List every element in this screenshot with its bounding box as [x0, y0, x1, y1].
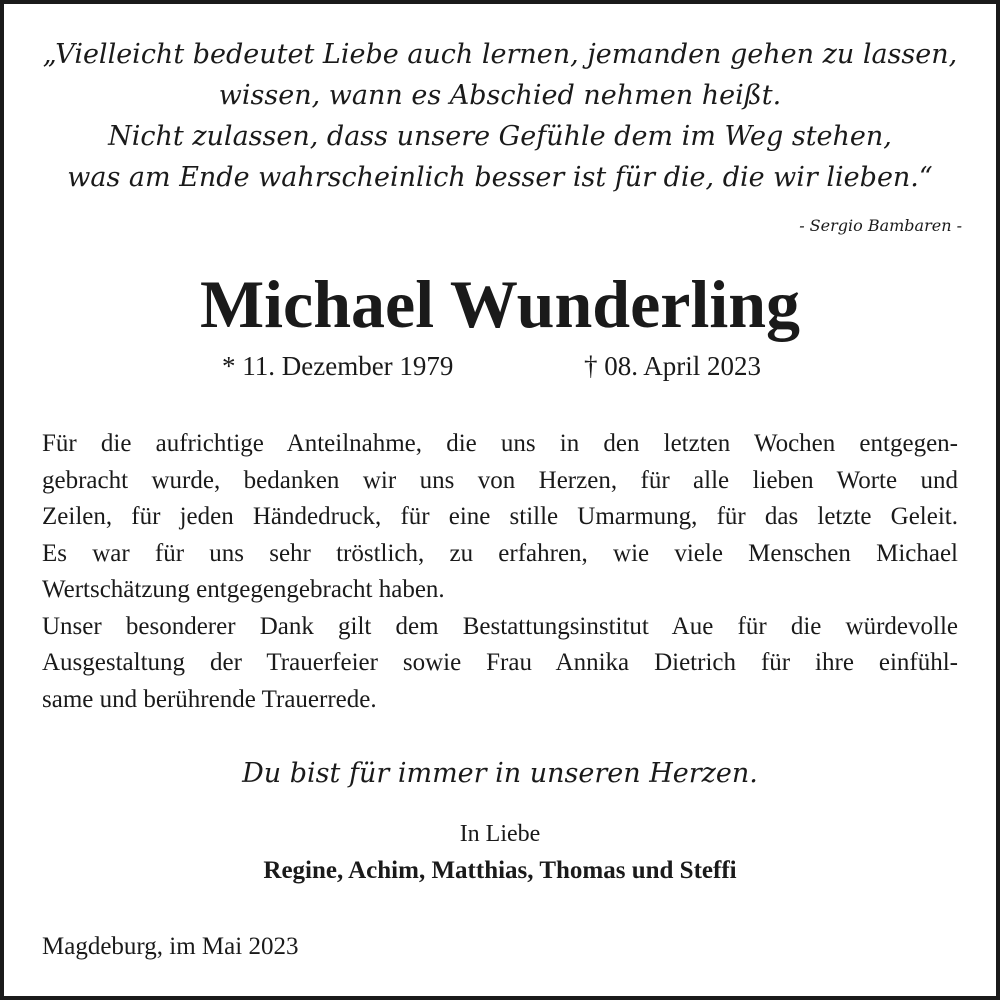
- body-line: Es war für uns sehr tröstlich, zu erfahren, wie viele Menschen Michael: [42, 539, 958, 567]
- quote-author: - Sergio Bambaren -: [799, 216, 962, 235]
- memorial-quote: [34, 34, 966, 198]
- body-line: Für die aufrichtige Anteilnahme, die uns in den letzten Wochen entgegen-: [42, 430, 958, 457]
- quote-line: wissen, wann es Abschied nehmen heißt.: [218, 80, 782, 111]
- signature-intro: In Liebe: [459, 821, 541, 847]
- deceased-name: Michael Wunderling: [199, 266, 801, 342]
- place-and-date: Magdeburg, im Mai 2023: [42, 933, 299, 960]
- quote-line: Nicht zulassen, dass unsere Gefühle dem im Weg stehen,: [108, 121, 892, 152]
- thank-you-text: [42, 426, 958, 718]
- birth-date: * 11. Dezember 1979: [222, 351, 454, 381]
- body-line: same und berührende Trauerrede.: [42, 685, 377, 713]
- body-line: Unser besonderer Dank gilt dem Bestattungsinstitut Aue für die würdevolle: [42, 612, 958, 640]
- closing-line: Du bist für immer in unseren Herzen.: [242, 758, 758, 789]
- body-line: Wertschätzung entgegengebracht haben.: [42, 576, 445, 603]
- body-line: gebracht wurde, bedanken wir uns von Herzen, für alle lieben Worte und: [42, 466, 958, 494]
- death-date: † 08. April 2023: [584, 351, 762, 381]
- quote-line: was am Ende wahrscheinlich besser ist für die, die wir lieben.“: [67, 162, 933, 193]
- body-line: Ausgestaltung der Trauerfeier sowie Frau Annika Dietrich für ihre einfühl-: [42, 649, 958, 676]
- quote-line: „Vielleicht bedeutet Liebe auch lernen, jemanden gehen zu lassen,: [42, 39, 958, 70]
- body-line: Zeilen, für jeden Händedruck, für eine stille Umarmung, für das letzte Geleit.: [42, 503, 958, 530]
- life-dates: [4, 348, 996, 384]
- signature-names: Regine, Achim, Matthias, Thomas und Steffi: [263, 857, 737, 884]
